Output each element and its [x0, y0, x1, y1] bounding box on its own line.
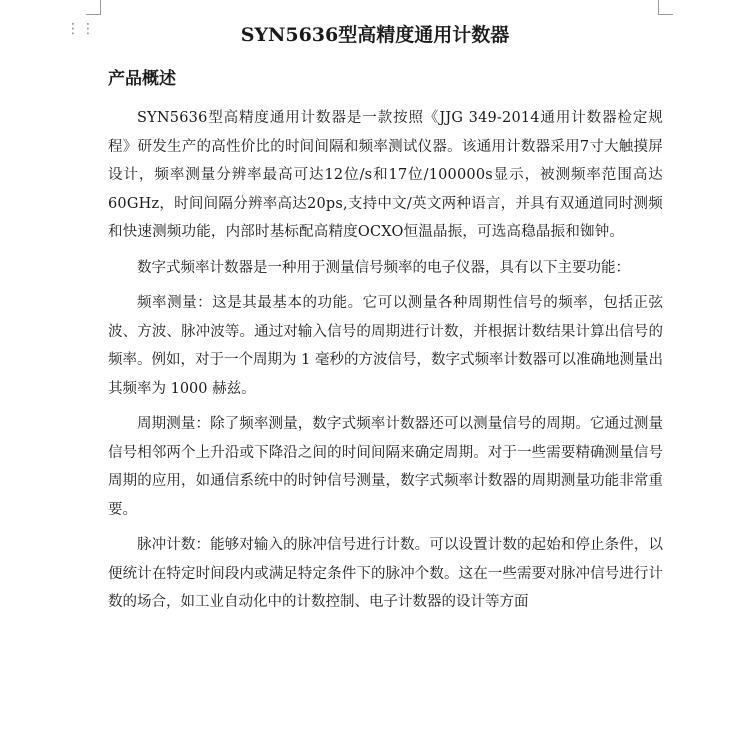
- drag-handle-icon[interactable]: ⋮⋮: [66, 21, 96, 37]
- paragraph-pulse: 脉冲计数：能够对输入的脉冲信号进行计数。可以设置计数的起始和停止条件，以便统计在特定时间段内或满足特定条件下的脉冲个数。这在一些需要对脉冲信号进行计数的场合，如工业自动化中的计数控制、电子计数器的设计等方面: [108, 537, 663, 610]
- page-corner-mark-right: [658, 0, 673, 15]
- document-body: [108, 104, 663, 624]
- paragraph-frequency: 频率测量：这是其最基本的功能。它可以测量各种周期性信号的频率，包括正弦波、方波、脉冲波等。通过对输入信号的周期进行计数，并根据计数结果计算出信号的频率。例如，对于一个周期为 1 毫秒的方波信号，数字式频率计数器可以准确地测量出其频率为 1000 赫兹。: [108, 295, 663, 397]
- page-corner-mark-left: [86, 0, 101, 15]
- paragraph-period: 周期测量：除了频率测量，数字式频率计数器还可以测量信号的周期。它通过测量信号相邻两个上升沿或下降沿之间的时间间隔来确定周期。对于一些需要精确测量信号周期的应用，如通信系统中的时钟信号测量，数字式频率计数器的周期测量功能非常重要。: [108, 416, 663, 518]
- section-heading: 产品概述: [108, 69, 176, 89]
- paragraph-intro: 数字式频率计数器是一种用于测量信号频率的电子仪器，具有以下主要功能：: [137, 259, 630, 276]
- document-title: SYN5636型高精度通用计数器: [240, 24, 510, 46]
- paragraph-overview: SYN5636型高精度通用计数器是一款按照《JJG 349-2014通用计数器检定规程》研发生产的高性价比的时间间隔和频率测试仪器。该通用计数器采用7寸大触摸屏设计，频率测量分辨率最高可达12位/s和17位/100000s显示，被测频率范围高达60GHz，时间间隔分辨率高达20ps,支持中文/英文两种语言，并具有双通道同时测频和快速测频功能，内部时基标配高精度OCXO恒温晶振，可选高稳晶振和铷钟。: [108, 110, 663, 240]
